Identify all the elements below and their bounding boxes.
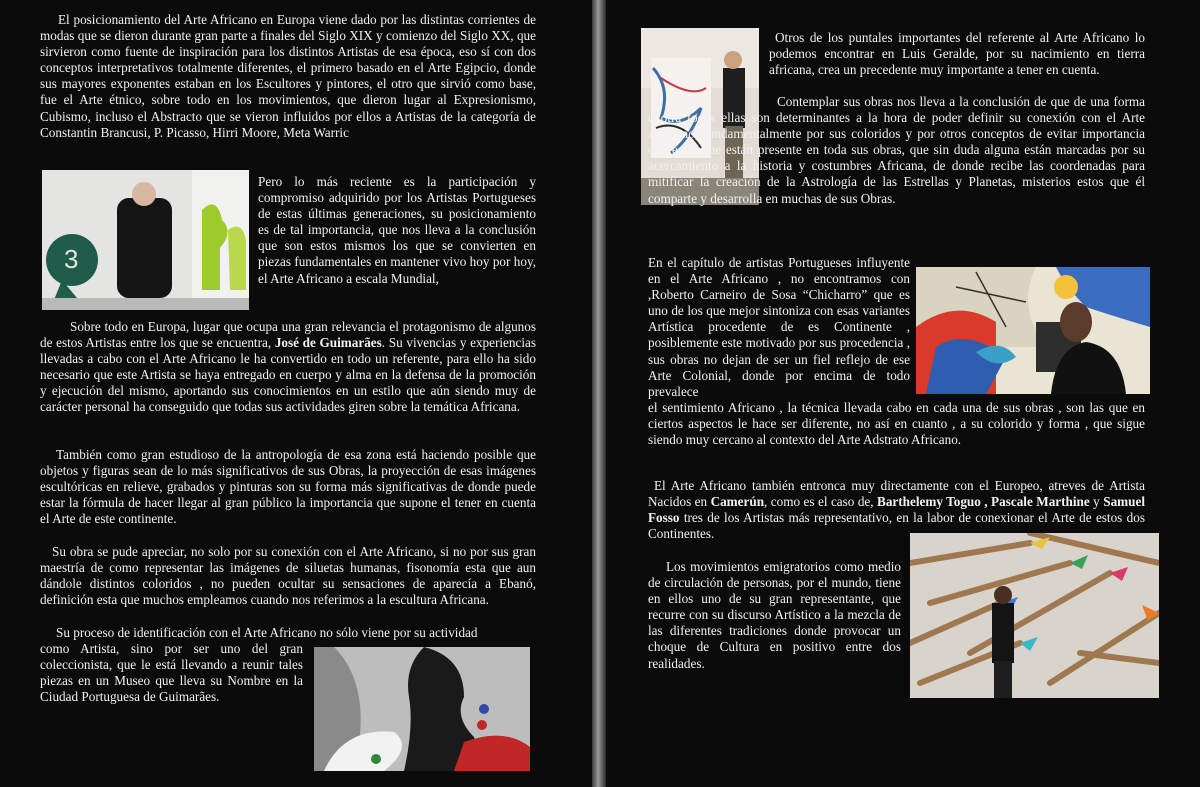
right-paragraph-4-text-3: y — [1089, 494, 1104, 510]
left-paragraph-5: Su obra se pude apreciar, no solo por su conexión con el Arte Africano, si no por sus gran maestría de como representar las imágenes de siluetas humanas, fisonomía esta que aun dándole distintos coloridos , no pueden ocultar su sensaciones de aparecía a Ebanó, definición esta que muchos empleamos cuando nos referimos a la escultura Africana. — [40, 544, 536, 608]
right-paragraph-2: Contemplar sus obras nos lleva a la conclusión de que de una forma u otra todas ellas son determinantes a la hora de poder definir su conexión con el Arte Africano, fundamentalmente por sus coloridos y por otros conceptos de evitar importancia que es el que están presente en toda sus obras, que sin duda alguna están marcadas por su acercamiento a la historia y costumbres Africana, de donde recibe las coordenadas para mitificar la creación de la Astrología de las Estrellas y Planetas, misterios estos que él comparte y desarrolla en muchas de sus Obras. — [648, 94, 1145, 206]
left-paragraph-6-cont: como Artista, sino por ser uno del gran coleccionista, que le está llevando a reunir tales piezas en un Museo que lleva su Nombre en la Ciudad Portuguesa de Guimarães. — [40, 641, 303, 705]
right-paragraph-4-text: El Arte Africano también entronca muy directamente con el Europeo, atreves de Artista Nacidos en — [648, 478, 1145, 510]
country-cameroon: Camerún — [710, 494, 765, 510]
chicharro-painting-photo — [916, 267, 1150, 394]
svg-text:3: 3 — [64, 244, 79, 274]
right-page — [606, 0, 1200, 787]
left-page — [0, 0, 592, 787]
left-paragraph-2: Pero lo más reciente es la participación y compromiso adquirido por los Artistas Portugueses de estas últimas generaciones, su posicionamiento es de tal importancia, que nos lleva a la conclusión que son estos mismos los que se convierten en piezas fundamentales en mantener vivo hoy por hoy, el Arte Africano a escala Mundial, — [258, 174, 536, 286]
left-paragraph-3-text-2: . Su vivencias y experiencias llevadas a cabo con el Arte Africano le ha convertido en todo un referente, para ello ha sido necesario que este Artista se haya entregado en cuerpo y alma en la defensa de la promoción y ejecución del mismo, aportando sus conocimientos en un estilo que aún siendo muy de carácter personal ha conseguido que todas sus actividades giren sobre la temática Africana. — [40, 335, 536, 415]
artist-name-guimaraes: José de Guimarães — [274, 335, 382, 351]
right-paragraph-1: Otros de los puntales importantes del referente al Arte Africano lo podemos encontrar en Luis Geralde, por su nacimiento en tierra africana, crea un precedente muy importante a tener en cuenta. — [769, 30, 1145, 78]
left-paragraph-6: Su proceso de identificación con el Arte Africano no sólo viene por su actividad — [56, 625, 478, 640]
toguo-installation-photo — [910, 533, 1159, 698]
right-paragraph-4-text-4: tres de los Artistas más representativo, en la labor de conexionar el Arte de estos dos Continentes. — [648, 510, 1145, 542]
left-paragraph-1: El posicionamiento del Arte Africano en Europa viene dado por las distintas corrientes de modas que se dieron durante gran parte a finales del Siglo XIX y comienzo del Siglo XX, que sirvieron como fuente de inspiración para los distintos Artistas de esa época, eso sí con dos conceptos interpretativos totalmente diferentes, el primero basado en el Arte Egipcio, donde sus mayores exponentes estaban en los Escultores y pintores, el otro que sirvió como base, fue el Arte étnico, sobre todo en los movimientos, que dieron lugar al Expresionismo, Cubismo, incluso el Abstracto que se vieron influidos por ellos a Artistas de la categoría de Constantin Brancusi, P. Picasso, Hirri Moore, Meta Warric — [40, 12, 536, 140]
right-paragraph-5: Los movimientos emigratorios como medio de circulación de personas, por el mundo, tiene en ellos uno de su gran representante, que recurre con su discurso Artístico a la mezcla de las diferentes tradiciones donde provocar un choque de Cultura en positivo entre dos realidades. — [648, 559, 901, 671]
left-paragraph-3-text: Sobre todo en Europa, lugar que ocupa una gran relevancia el protagonismo de algunos de estos Artistas entre los que se encuentra, — [40, 319, 536, 351]
artist-name-fosso: Samuel Fosso — [648, 494, 1145, 526]
silhouette-painting — [314, 647, 530, 771]
right-paragraph-3-cont: el sentimiento Africano , la técnica llevada cabo en cada una de sus obras , son las que en ciertos aspectos le hace ser diferente, no así en cuanto , a su colorido y forma , que sigue siendo muy cercano al contexto del Arte Adstrato Africano. — [648, 400, 1145, 448]
left-paragraph-3 — [40, 319, 536, 416]
artist-names-toguo-marthine: Barthelemy Toguo , Pascale Marthine — [877, 494, 1090, 510]
guimaraes-gallery-photo — [42, 170, 249, 310]
left-paragraph-4: También como gran estudioso de la antropología de esa zona está haciendo posible que objetos y figuras sean de lo más significativos de sus Obras, la proyección de esas imágenes escultóricas en relieve, grabados y pinturas son su forma más significativas de donde puede estar la fórmula de hacer llegar al gran público la importancia que supone el tener en cuenta el Arte de este continente. — [40, 447, 536, 527]
page-gutter — [592, 0, 606, 787]
right-paragraph-3: En el capítulo de artistas Portugueses influyente en el Arte Africano , no encontramos con ,Roberto Carneiro de Sosa “Chicharro” que es uno de los que mejor sintoniza con esas variantes Artística procedente de es Continente , posiblemente este motivado por sus procedencia , sus obras no dejan de ser un fiel reflejo de ese Arte Colonial, donde por encima de todo prevalece — [648, 255, 910, 399]
right-paragraph-4-text-2: , como es el caso de, — [764, 494, 878, 510]
